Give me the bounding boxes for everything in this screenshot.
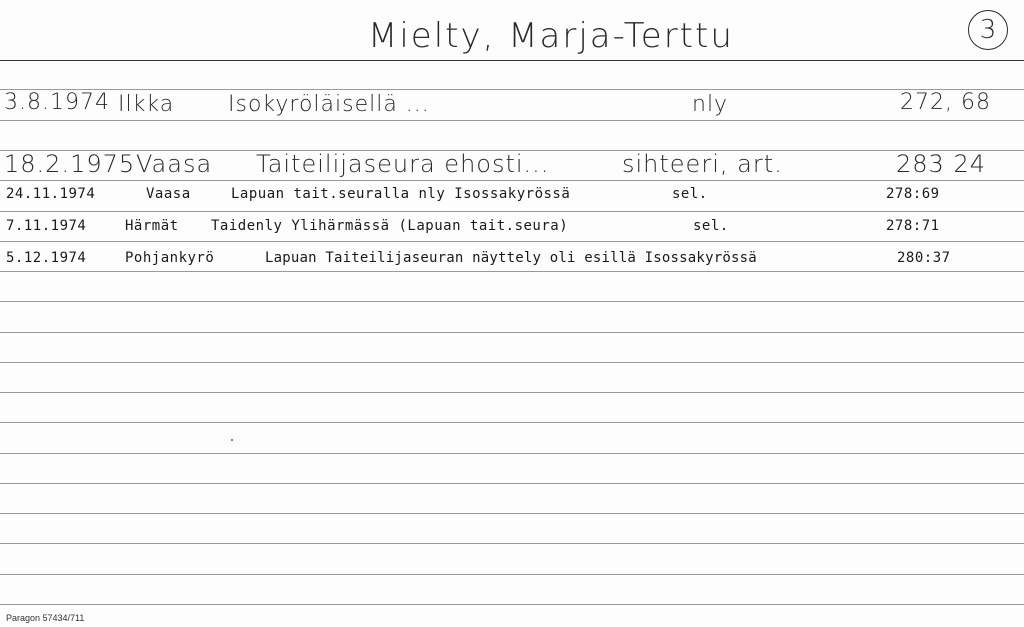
entry-reference: 272, 68: [900, 90, 991, 115]
ruled-line: [0, 574, 1024, 575]
ruled-line: [0, 453, 1024, 454]
entry-paper: sel.: [693, 218, 729, 234]
entry-place: Vaasa: [136, 150, 213, 178]
entry-date: 3.8.1974: [4, 90, 110, 115]
entry-description: Taidenly Ylihärmässä (Lapuan tait.seura): [211, 218, 569, 234]
entry-paper: sihteeri, art.: [622, 150, 783, 178]
ruled-line: [0, 120, 1024, 121]
header-rule: [0, 60, 1024, 61]
card-print-code: Paragon 57434/711: [6, 613, 85, 623]
entry-date: 7.11.1974: [6, 218, 87, 234]
entry-reference: 278:71: [886, 218, 940, 234]
entry-description: Lapuan tait.seuralla nly Isossakyrössä: [231, 186, 571, 202]
ruled-line: [0, 392, 1024, 393]
entry-place: Pohjankyrö: [125, 250, 215, 266]
ruled-line: [0, 483, 1024, 484]
ruled-line: [0, 604, 1024, 605]
entry-date: 18.2.1975: [4, 150, 136, 178]
entry-reference: 283 24: [896, 150, 986, 178]
card-title: Mielty, Marja-Terttu: [368, 16, 734, 56]
ruled-line: [0, 332, 1024, 333]
entry-place: Härmät: [125, 218, 179, 234]
entry-place: Ilkka: [118, 92, 175, 117]
entry-place: Vaasa: [146, 186, 191, 202]
entry-description: Taiteilijaseura ehosti...: [256, 150, 550, 178]
ruled-line: [0, 543, 1024, 544]
entry-paper: sel.: [672, 186, 708, 202]
entry-reference: 280:37: [897, 250, 951, 266]
card-number: 3: [968, 10, 1008, 50]
entry-date: 5.12.1974: [6, 250, 87, 266]
entry-paper: nly: [692, 92, 729, 117]
ruled-line: [0, 362, 1024, 363]
ruled-line: [0, 271, 1024, 272]
paper-speck: [231, 439, 233, 441]
entry-date: 24.11.1974: [6, 186, 96, 202]
ruled-line: [0, 180, 1024, 181]
ruled-line: [0, 513, 1024, 514]
ruled-line: [0, 211, 1024, 212]
ruled-line: [0, 241, 1024, 242]
ruled-line: [0, 301, 1024, 302]
entry-description: Lapuan Taiteilijaseuran näyttely oli esillä Isossakyrössä: [265, 250, 757, 266]
entry-description: Isokyröläisellä ...: [228, 92, 430, 117]
ruled-line: [0, 89, 1024, 90]
ruled-line: [0, 422, 1024, 423]
entry-reference: 278:69: [886, 186, 940, 202]
